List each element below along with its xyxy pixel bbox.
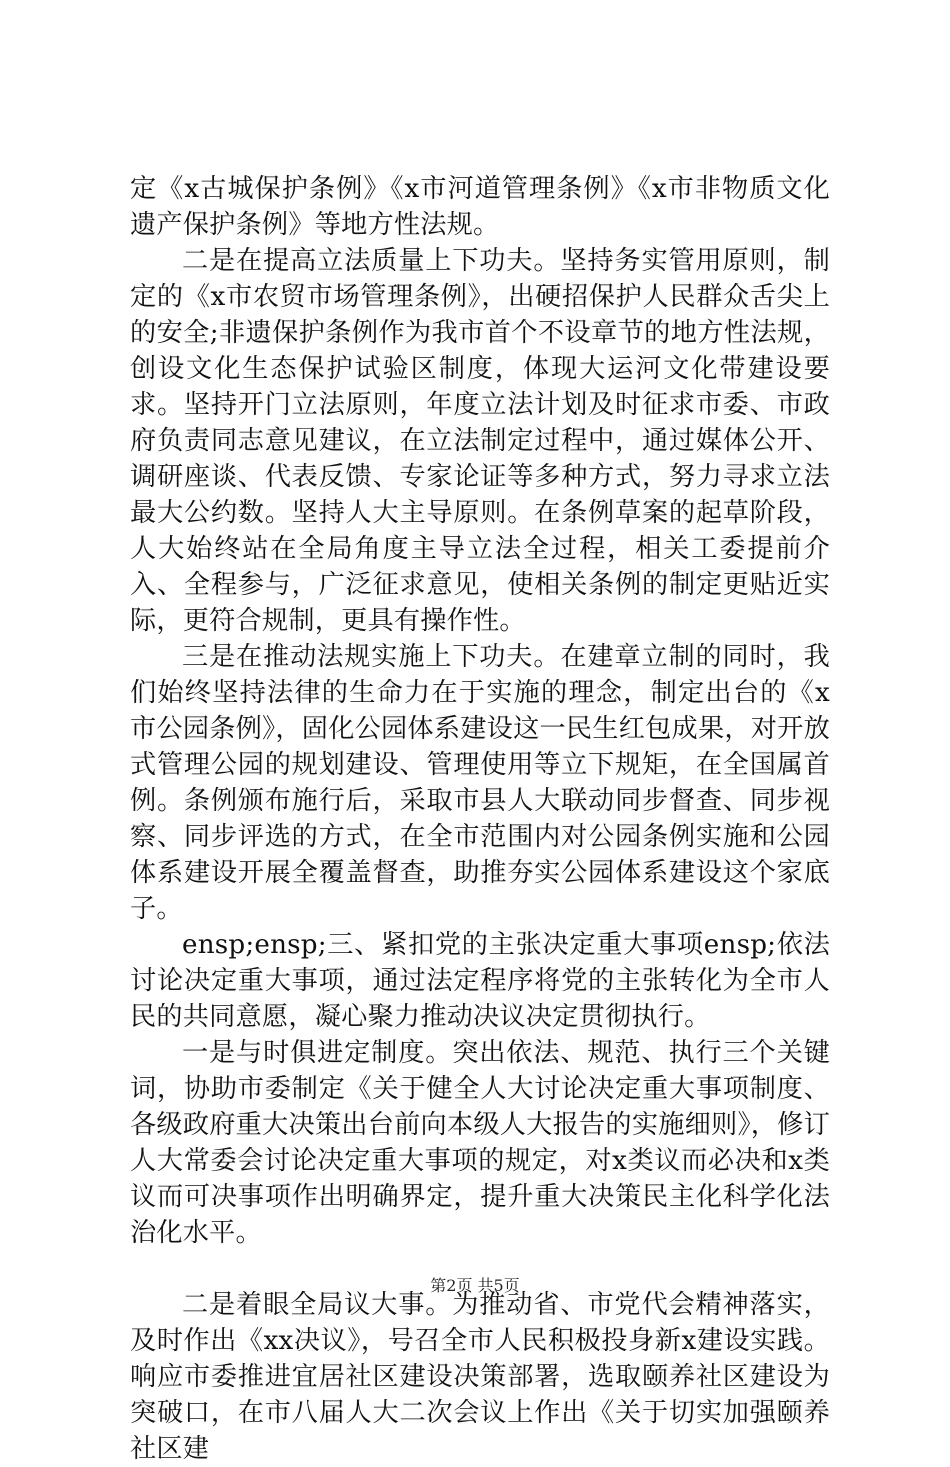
paragraph-major-matters: 二是着眼全局议大事。为推动省、市党代会精神落实，及时作出《xx决议》，号召全市人民积极投身新x建设实践。响应市委推进宜居社区建设决策部署，选取颐养社区建设为突破口，在市八届人大二次会议上作出《关于切实加强颐养社区建 xyxy=(130,1290,830,1464)
paragraph-legislative-quality: 二是在提高立法质量上下功夫。坚持务实管用原则，制定的《x市农贸市场管理条例》，出硬招保护人民群众舌尖上的安全;非遗保护条例作为我市首个不设章节的地方性法规，创设文化生态保护试验区制度，体现大运河文化带建设要求。坚持开门立法原则，年度立法计划及时征求市委、市政府负责同志意见建议，在立法制定过程中，通过媒体公开、调研座谈、代表反馈、专家论证等多种方式，努力寻求立法最大公约数。坚持人大主导原则。在条例草案的起草阶段，人大始终站在全局角度主导立法全过程，相关工委提前介入、全程参与，广泛征求意见，使相关条例的制定更贴近实际，更符合规制，更具有操作性。 xyxy=(130,246,830,636)
page-footer: 第2页 共5页 xyxy=(430,1276,520,1295)
paragraph-system-building: 一是与时俱进定制度。突出依法、规范、执行三个关键词，协助市委制定《关于健全人大讨论决定重大事项制度、各级政府重大决策出台前向本级人大报告的实施细则》，修订人大常委会讨论决定重大事项的规定，对x类议而必决和x类议而可决事项作出明确界定，提升重大决策民主化科学化法治化水平。 xyxy=(130,1038,830,1248)
paragraph-regulation-implementation: 三是在推动法规实施上下功夫。在建章立制的同时，我们始终坚持法律的生命力在于实施的理念，制定出台的《x市公园条例》，固化公园体系建设这一民生红包成果，对开放式管理公园的规划建设、管理使用等立下规矩，在全国属首例。条例颁布施行后，采取市县人大联动同步督查、同步视察、同步评选的方式，在全市范围内对公园条例实施和公园体系建设开展全覆盖督查，助推夯实公园体系建设这个家底子。 xyxy=(130,642,830,924)
paragraph-continuation: 定《x古城保护条例》《x市河道管理条例》《x市非物质文化遗产保护条例》等地方性法规。 xyxy=(130,174,830,240)
paragraph-section-three: ensp;ensp;三、紧扣党的主张决定重大事项ensp;依法讨论决定重大事项，通过法定程序将党的主张转化为全市人民的共同意愿，凝心聚力推动决议决定贯彻执行。 xyxy=(130,930,830,1032)
